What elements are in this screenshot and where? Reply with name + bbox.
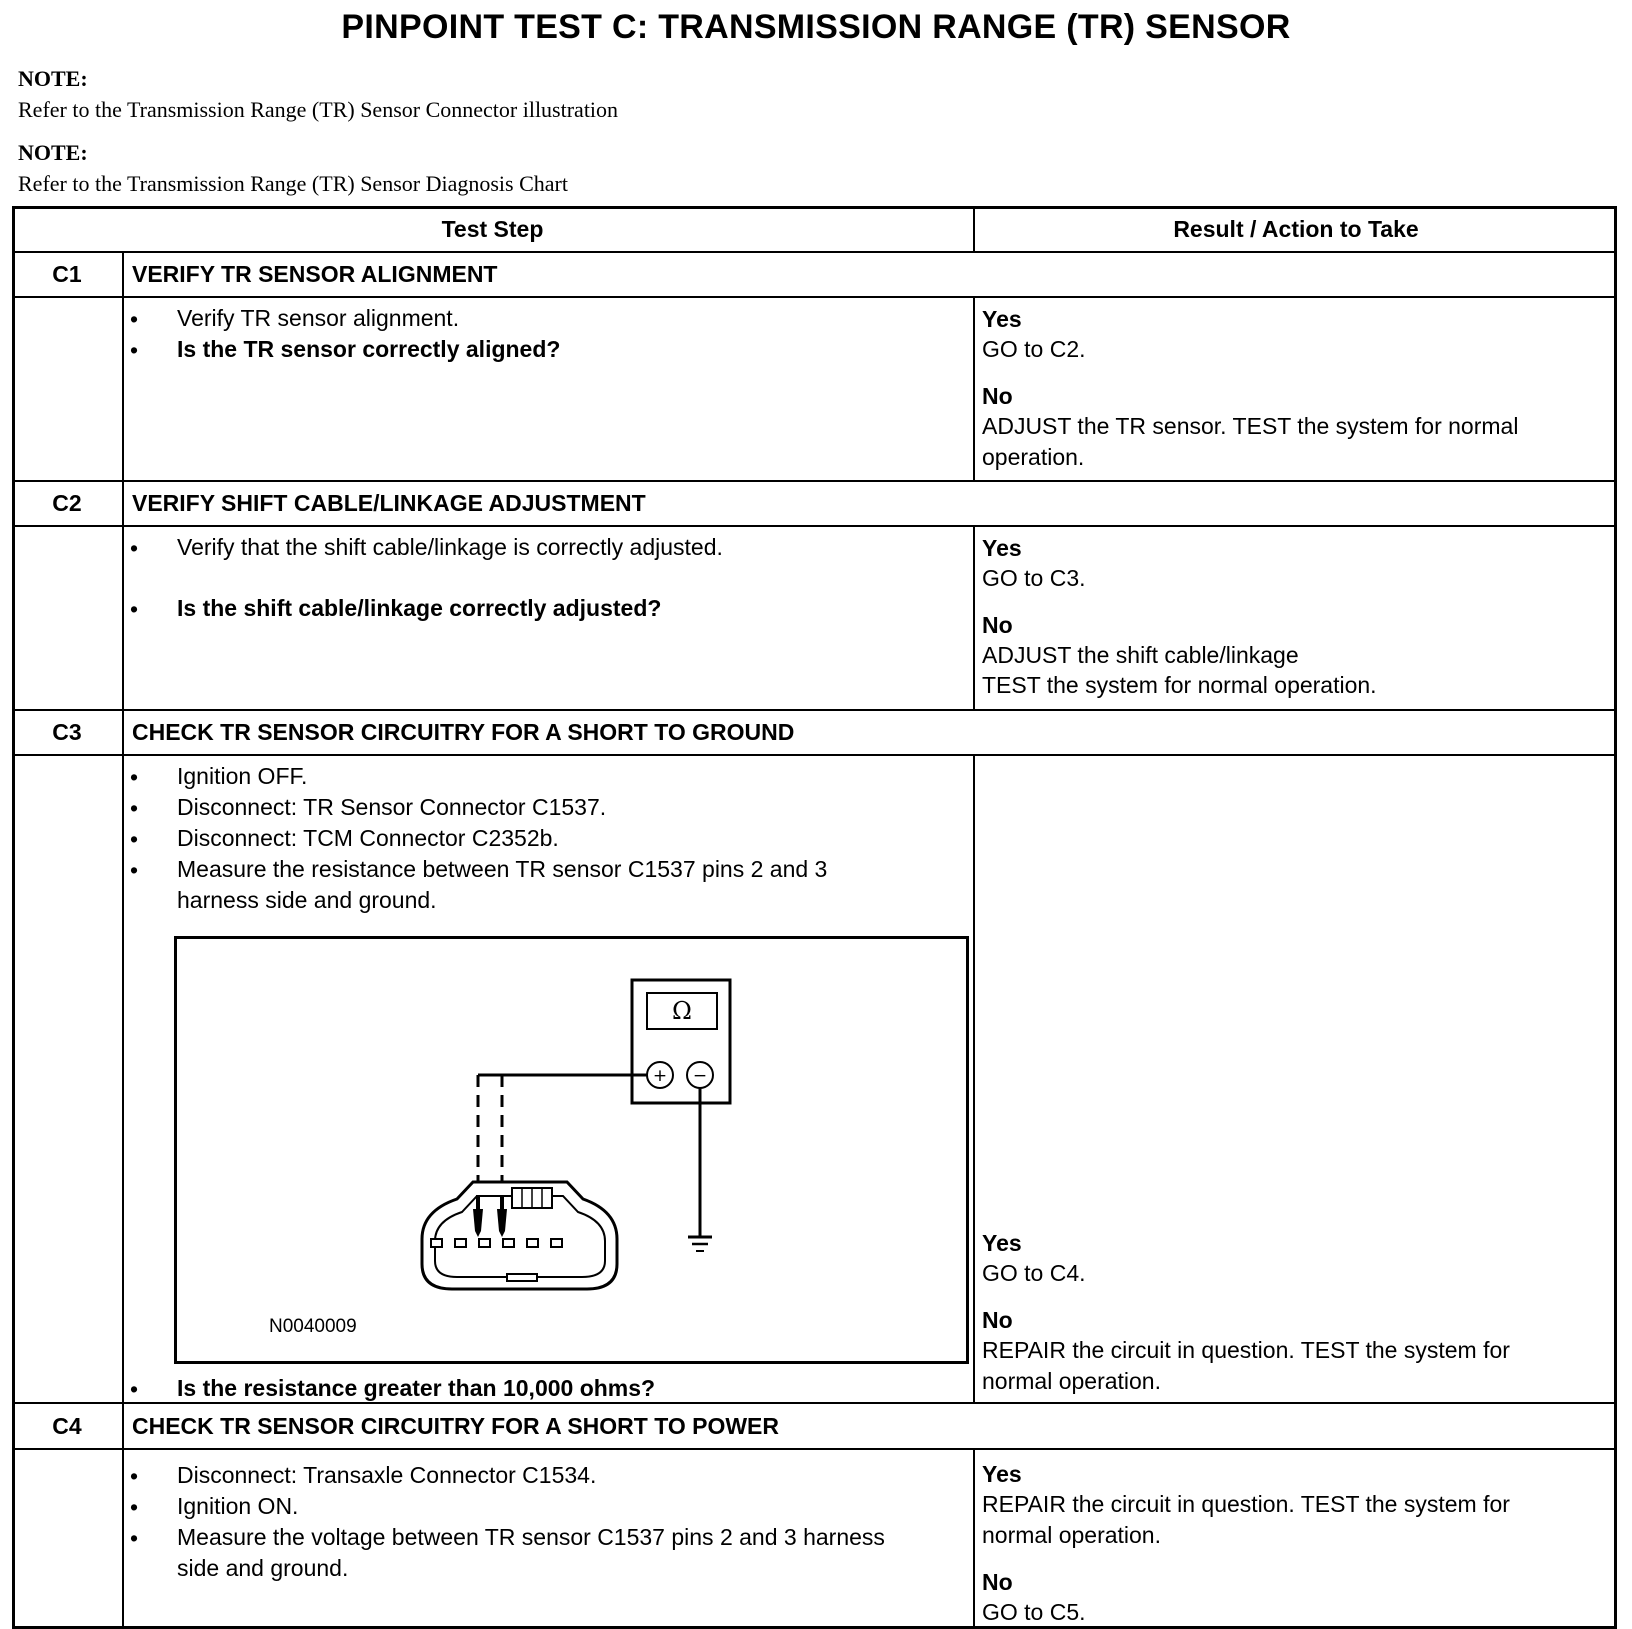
step-code: C2 <box>52 490 82 516</box>
result-no-label: No <box>982 612 1013 638</box>
bullet: • <box>130 1376 139 1402</box>
connector-key <box>507 1274 537 1281</box>
step-instruction: side and ground. <box>177 1555 349 1581</box>
bullet: • <box>130 764 139 790</box>
table-divider <box>12 709 1617 711</box>
column-header-result: Result / Action to Take <box>1173 216 1419 242</box>
step-instruction: Verify that the shift cable/linkage is correctly adjusted. <box>177 534 723 560</box>
step-instruction: Disconnect: Transaxle Connector C1534. <box>177 1462 597 1488</box>
result-no-action: REPAIR the circuit in question. TEST the system for <box>982 1337 1510 1363</box>
table-divider <box>12 480 1617 482</box>
note-text: Refer to the Transmission Range (TR) Sensor Connector illustration <box>18 97 619 122</box>
step-question: Is the shift cable/linkage correctly adjusted? <box>177 595 662 621</box>
column-divider <box>973 296 975 481</box>
bullet: • <box>130 337 139 363</box>
result-yes-label: Yes <box>982 1461 1022 1487</box>
result-yes-action: normal operation. <box>982 1522 1161 1548</box>
result-no-label: No <box>982 1307 1013 1333</box>
column-divider <box>973 754 975 1403</box>
result-no-action: GO to C5. <box>982 1599 1086 1625</box>
bullet: • <box>130 1463 139 1489</box>
bullet: • <box>130 306 139 332</box>
minus-sign: − <box>692 1066 708 1086</box>
note-label: NOTE: <box>18 66 88 91</box>
bullet: • <box>130 795 139 821</box>
bullet: • <box>130 1525 139 1551</box>
bullet: • <box>130 857 139 883</box>
column-header-test-step: Test Step <box>441 216 544 242</box>
result-no-action: operation. <box>982 444 1085 470</box>
step-instruction: Measure the voltage between TR sensor C1537 pins 2 and 3 harness <box>177 1524 885 1550</box>
step-code: C4 <box>52 1413 82 1439</box>
step-instruction: Verify TR sensor alignment. <box>177 305 460 331</box>
result-yes-action: GO to C3. <box>982 565 1086 591</box>
ohm-symbol: Ω <box>672 997 692 1025</box>
result-yes-label: Yes <box>982 306 1022 332</box>
step-title: CHECK TR SENSOR CIRCUITRY FOR A SHORT TO GROUND <box>132 719 795 745</box>
note-text: Refer to the Transmission Range (TR) Sensor Diagnosis Chart <box>18 171 568 196</box>
table-divider <box>12 1448 1617 1450</box>
result-no-action: normal operation. <box>982 1368 1161 1394</box>
result-no-label: No <box>982 1569 1013 1595</box>
note-label: NOTE: <box>18 140 88 165</box>
step-instruction: Measure the resistance between TR sensor C1537 pins 2 and 3 <box>177 856 828 882</box>
step-title: VERIFY TR SENSOR ALIGNMENT <box>132 261 498 287</box>
bullet: • <box>130 535 139 561</box>
step-instruction: Ignition ON. <box>177 1493 299 1519</box>
connector-pin-4 <box>503 1239 514 1247</box>
column-divider <box>973 525 975 710</box>
figure-id: N0040009 <box>269 1316 357 1337</box>
result-no-action: ADJUST the TR sensor. TEST the system for normal <box>982 413 1519 439</box>
connector-pin-1 <box>431 1239 442 1247</box>
step-code: C1 <box>52 261 82 287</box>
plus-sign: + <box>652 1066 668 1086</box>
step-question: Is the TR sensor correctly aligned? <box>177 336 561 362</box>
table-divider <box>12 525 1617 527</box>
result-yes-action: GO to C2. <box>982 336 1086 362</box>
connector-pin-3 <box>479 1239 490 1247</box>
step-instruction: Ignition OFF. <box>177 763 308 789</box>
step-title: VERIFY SHIFT CABLE/LINKAGE ADJUSTMENT <box>132 490 646 516</box>
result-no-action: ADJUST the shift cable/linkage <box>982 642 1299 668</box>
bullet: • <box>130 596 139 622</box>
step-question: Is the resistance greater than 10,000 ohms? <box>177 1375 656 1401</box>
bullet: • <box>130 826 139 852</box>
page-title: PINPOINT TEST C: TRANSMISSION RANGE (TR) SENSOR <box>341 8 1291 46</box>
table-divider <box>12 296 1617 298</box>
result-yes-label: Yes <box>982 535 1022 561</box>
result-yes-label: Yes <box>982 1230 1022 1256</box>
step-instruction: Disconnect: TCM Connector C2352b. <box>177 825 559 851</box>
step-code: C3 <box>52 719 82 745</box>
column-divider <box>122 251 124 1628</box>
circuit-diagram <box>177 939 966 1361</box>
step-instruction: Disconnect: TR Sensor Connector C1537. <box>177 794 607 820</box>
table-divider <box>12 754 1617 756</box>
connector-pin-5 <box>527 1239 538 1247</box>
result-yes-action: GO to C4. <box>982 1260 1086 1286</box>
result-no-action: TEST the system for normal operation. <box>982 672 1377 698</box>
connector-illustration <box>174 936 969 1364</box>
column-divider <box>973 1448 975 1628</box>
connector-pin-6 <box>551 1239 562 1247</box>
step-instruction: harness side and ground. <box>177 887 437 913</box>
table-divider <box>12 251 1617 253</box>
step-title: CHECK TR SENSOR CIRCUITRY FOR A SHORT TO POWER <box>132 1413 780 1439</box>
bullet: • <box>130 1494 139 1520</box>
connector-pin-2 <box>455 1239 466 1247</box>
result-no-label: No <box>982 383 1013 409</box>
result-yes-action: REPAIR the circuit in question. TEST the system for <box>982 1491 1510 1517</box>
